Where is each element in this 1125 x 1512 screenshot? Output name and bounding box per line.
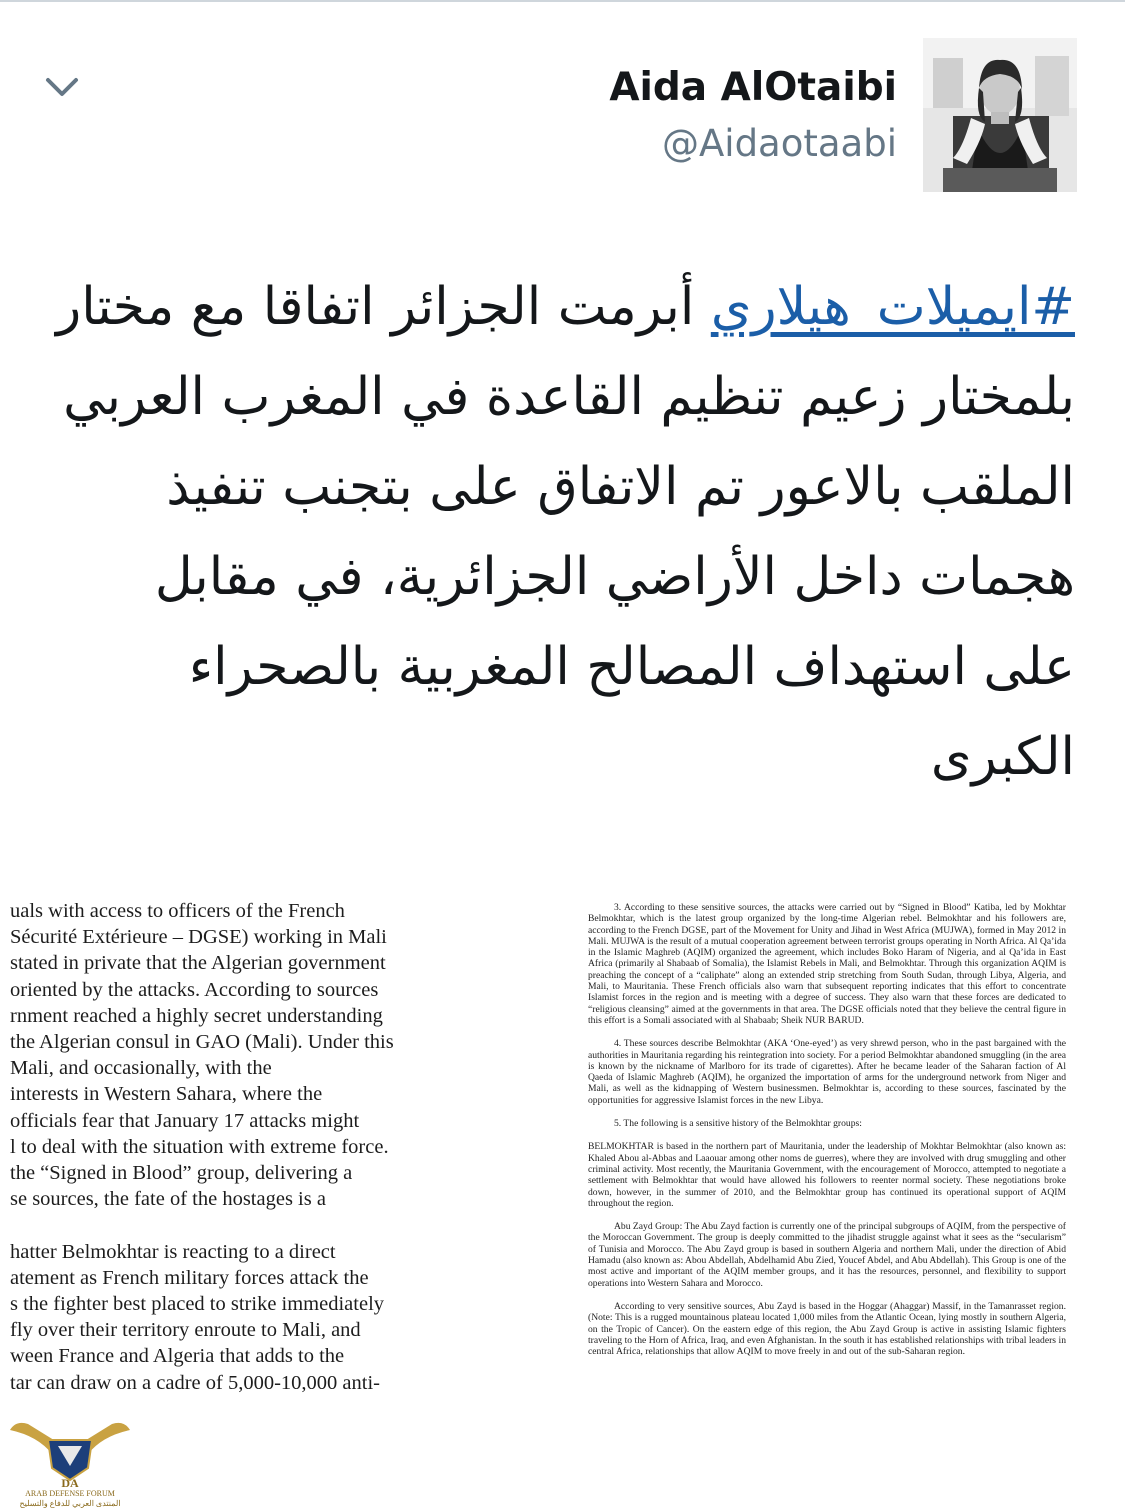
document-line: l to deal with the situation with extreme force.	[10, 1135, 389, 1158]
document-line: officials fear that January 17 attacks might	[10, 1109, 360, 1132]
document-paragraph: Abu Zayd Group: The Abu Zayd faction is currently one of the principal subgroups of AQIM, from the perspective of the Moroccan Government. The group is deeply committed to the jihadist struggle against what it sees as the “secularism” of Tunisia and Morocco. The Abu Zayd group is based in southern Algeria and northern Mali, under the direction of Abid Hamadu (also known as: Abou Abdellah, Abdelhamid Abu Zied, Youcef Abdel, and Abu Abdellah). This Group is one of the most active and important of the AQIM member groups, and it has the resources, personnel, and flexibility to support operations into Western Sahara and Morocco.	[588, 1221, 1066, 1289]
document-page-right	[588, 902, 1066, 1502]
tweet-body: أبرمت الجزائر اتفاقا مع مختار بلمختار زعيم تنظيم القاعدة في المغرب العربي الملقب بالاعور تم الاتفاق على بتجنب تنفيذ هجمات داخل الأراضي الجزائرية، في مقابل على استهداف المصالح المغربية بالصحراء الكبرى	[56, 277, 1075, 787]
document-line: s the fighter best placed to strike immediately	[10, 1293, 385, 1316]
document-paragraph: BELMOKHTAR is based in the northern part of Mauritania, under the leadership of Mokhtar Belmokhtar (also known as: Khaled Abou al-Abbas and Laaouar among other noms de guerres), where they are involved with drug smuggling and other criminal activity. Most recently, the Mauritania Government, with the encouragement of Morocco, attempted to negotiate a settlement with Belmokhtar that would have allowed his followers to reenter normal society. These negotiations broke down, however, in the summer of 2010, and the Belmokhtar group has continued its operational support of AQIM throughout the region.	[588, 1141, 1066, 1209]
hashtag-link[interactable]: #ايميلات_هيلاري	[710, 277, 1075, 337]
document-paragraph: 5. The following is a sensitive history of the Belmokhtar groups:	[614, 1118, 862, 1130]
document-line: se sources, the fate of the hostages is a	[10, 1188, 326, 1211]
document-line: fly over their territory enroute to Mali, and	[10, 1319, 361, 1342]
tweet-image[interactable]	[0, 880, 1125, 1512]
author-handle[interactable]: @Aidaotaabi	[661, 122, 897, 165]
document-paragraph: 4. These sources describe Belmokhtar (AKA ‘One-eyed’) as very shrewd person, who in the past bargained with the authorities in Mauritania regarding his reintegration into society. For a period Belmokhtar abandoned smuggling (in the area is known by the nickname of Marlboro for its trade of cigarettes). After he became leader of the Saharan faction of Al Qaeda of Islamic Maghreb (AQIM), he organized the importation of arms for the underground network from Niger and Mali, as well as the kidnapping of Western businessmen. Belmokhtar is, according to these sources, fascinated by the opportunities for aggressive Islamist forces in the new Libya.	[588, 1038, 1066, 1106]
watermark-arabic: المنتدى العربي للدفاع والتسليح	[19, 1499, 121, 1508]
document-line: hatter Belmokhtar is reacting to a direct	[10, 1240, 336, 1263]
profile-photo	[923, 38, 1077, 192]
document-line: uals with access to officers of the French	[10, 900, 345, 922]
watermark-logo	[8, 1410, 132, 1510]
document-line: Sécurité Extérieure – DGSE) working in Mali	[10, 926, 387, 949]
document-text-left	[10, 898, 536, 1396]
tweet-author[interactable]	[609, 62, 897, 168]
document-line: the Algerian consul in GAO (Mali). Under this	[10, 1031, 394, 1054]
eagle-emblem-icon	[8, 1410, 132, 1482]
chevron-down-icon[interactable]	[40, 70, 84, 106]
document-paragraph: 3. According to these sensitive sources, the attacks were carried out by “Signed in Blood” Katiba, led by Mokhtar Belmokhtar, which is the latest group organized by the long-time Algerian rebel. Belmokhtar and his followers are, according to the French DGSE, part of the Movement for Unity and Jihad in West Africa (MUJWA), formed in May 2012 in Mali. MUJWA is the result of a mutual cooperation agreement between terrorist groups operating in North Africa. Al Qa’ida in the Islamic Maghreb (AQIM) organized the agreement, which includes Boko Haram of Nigeria, and al Qa’ida in East Africa (primarily al Shabaab of Somalia), the Islamist Rebels in Mali, and Belmokhtar. Through this organization AQIM is preaching the concept of a “caliphate” along an extended strip stretching from South Sudan, through Libya, Algeria, and Mali, to Mauritania. These French officials also warn that subsequent reporting indicates that this effort to concentrate Islamist forces in the region and is meeting with a degree of success. They also warn that these forces are dedicated to “religious cleansing” aimed at the governments in that area. The DGSE officials noted that they believe the central figure in this effort is a Somali associated with al Shabaab; Sheik NUR BARUD.	[588, 902, 1066, 1026]
document-line: atement as French military forces attack the	[10, 1266, 369, 1289]
document-line: Mali, and occasionally, with the	[10, 1057, 272, 1080]
document-line: the “Signed in Blood” group, delivering a	[10, 1162, 353, 1185]
document-line: oriented by the attacks. According to sources	[10, 978, 379, 1001]
document-line: stated in private that the Algerian government	[10, 952, 386, 975]
watermark-abbr: DA	[61, 1476, 79, 1490]
tweet-text	[48, 262, 1075, 802]
document-line: interests in Western Sahara, where the	[10, 1083, 323, 1106]
document-line: rnment reached a highly secret understanding	[10, 1004, 383, 1027]
document-line: ween France and Algeria that adds to the	[10, 1345, 345, 1368]
watermark-name: ARAB DEFENSE FORUM	[25, 1489, 115, 1498]
document-paragraph: According to very sensitive sources, Abu Zayd is based in the Hoggar (Ahaggar) Massif, in the Tamanrasset region. (Note: This is a rugged mountainous plateau located 1,000 miles from the Atlantic Ocean, lying mostly in southern Algeria, on the Tropic of Cancer). On the eastern edge of this region, the Abu Zayd Group is active in assisting Islamic fighters traveling to the Horn of Africa, Iraq, and even Afghanistan. In the south it has established relationships with tribal leaders in central Africa, relationships that allow AQIM to move freely in and out of the sub-Saharan region.	[588, 1300, 1066, 1358]
document-line: tar can draw on a cadre of 5,000-10,000 anti-	[10, 1371, 380, 1394]
document-line	[10, 1212, 536, 1238]
avatar[interactable]	[923, 38, 1077, 192]
top-divider	[0, 0, 1125, 2]
author-name[interactable]: Aida AlOtaibi	[609, 65, 897, 110]
